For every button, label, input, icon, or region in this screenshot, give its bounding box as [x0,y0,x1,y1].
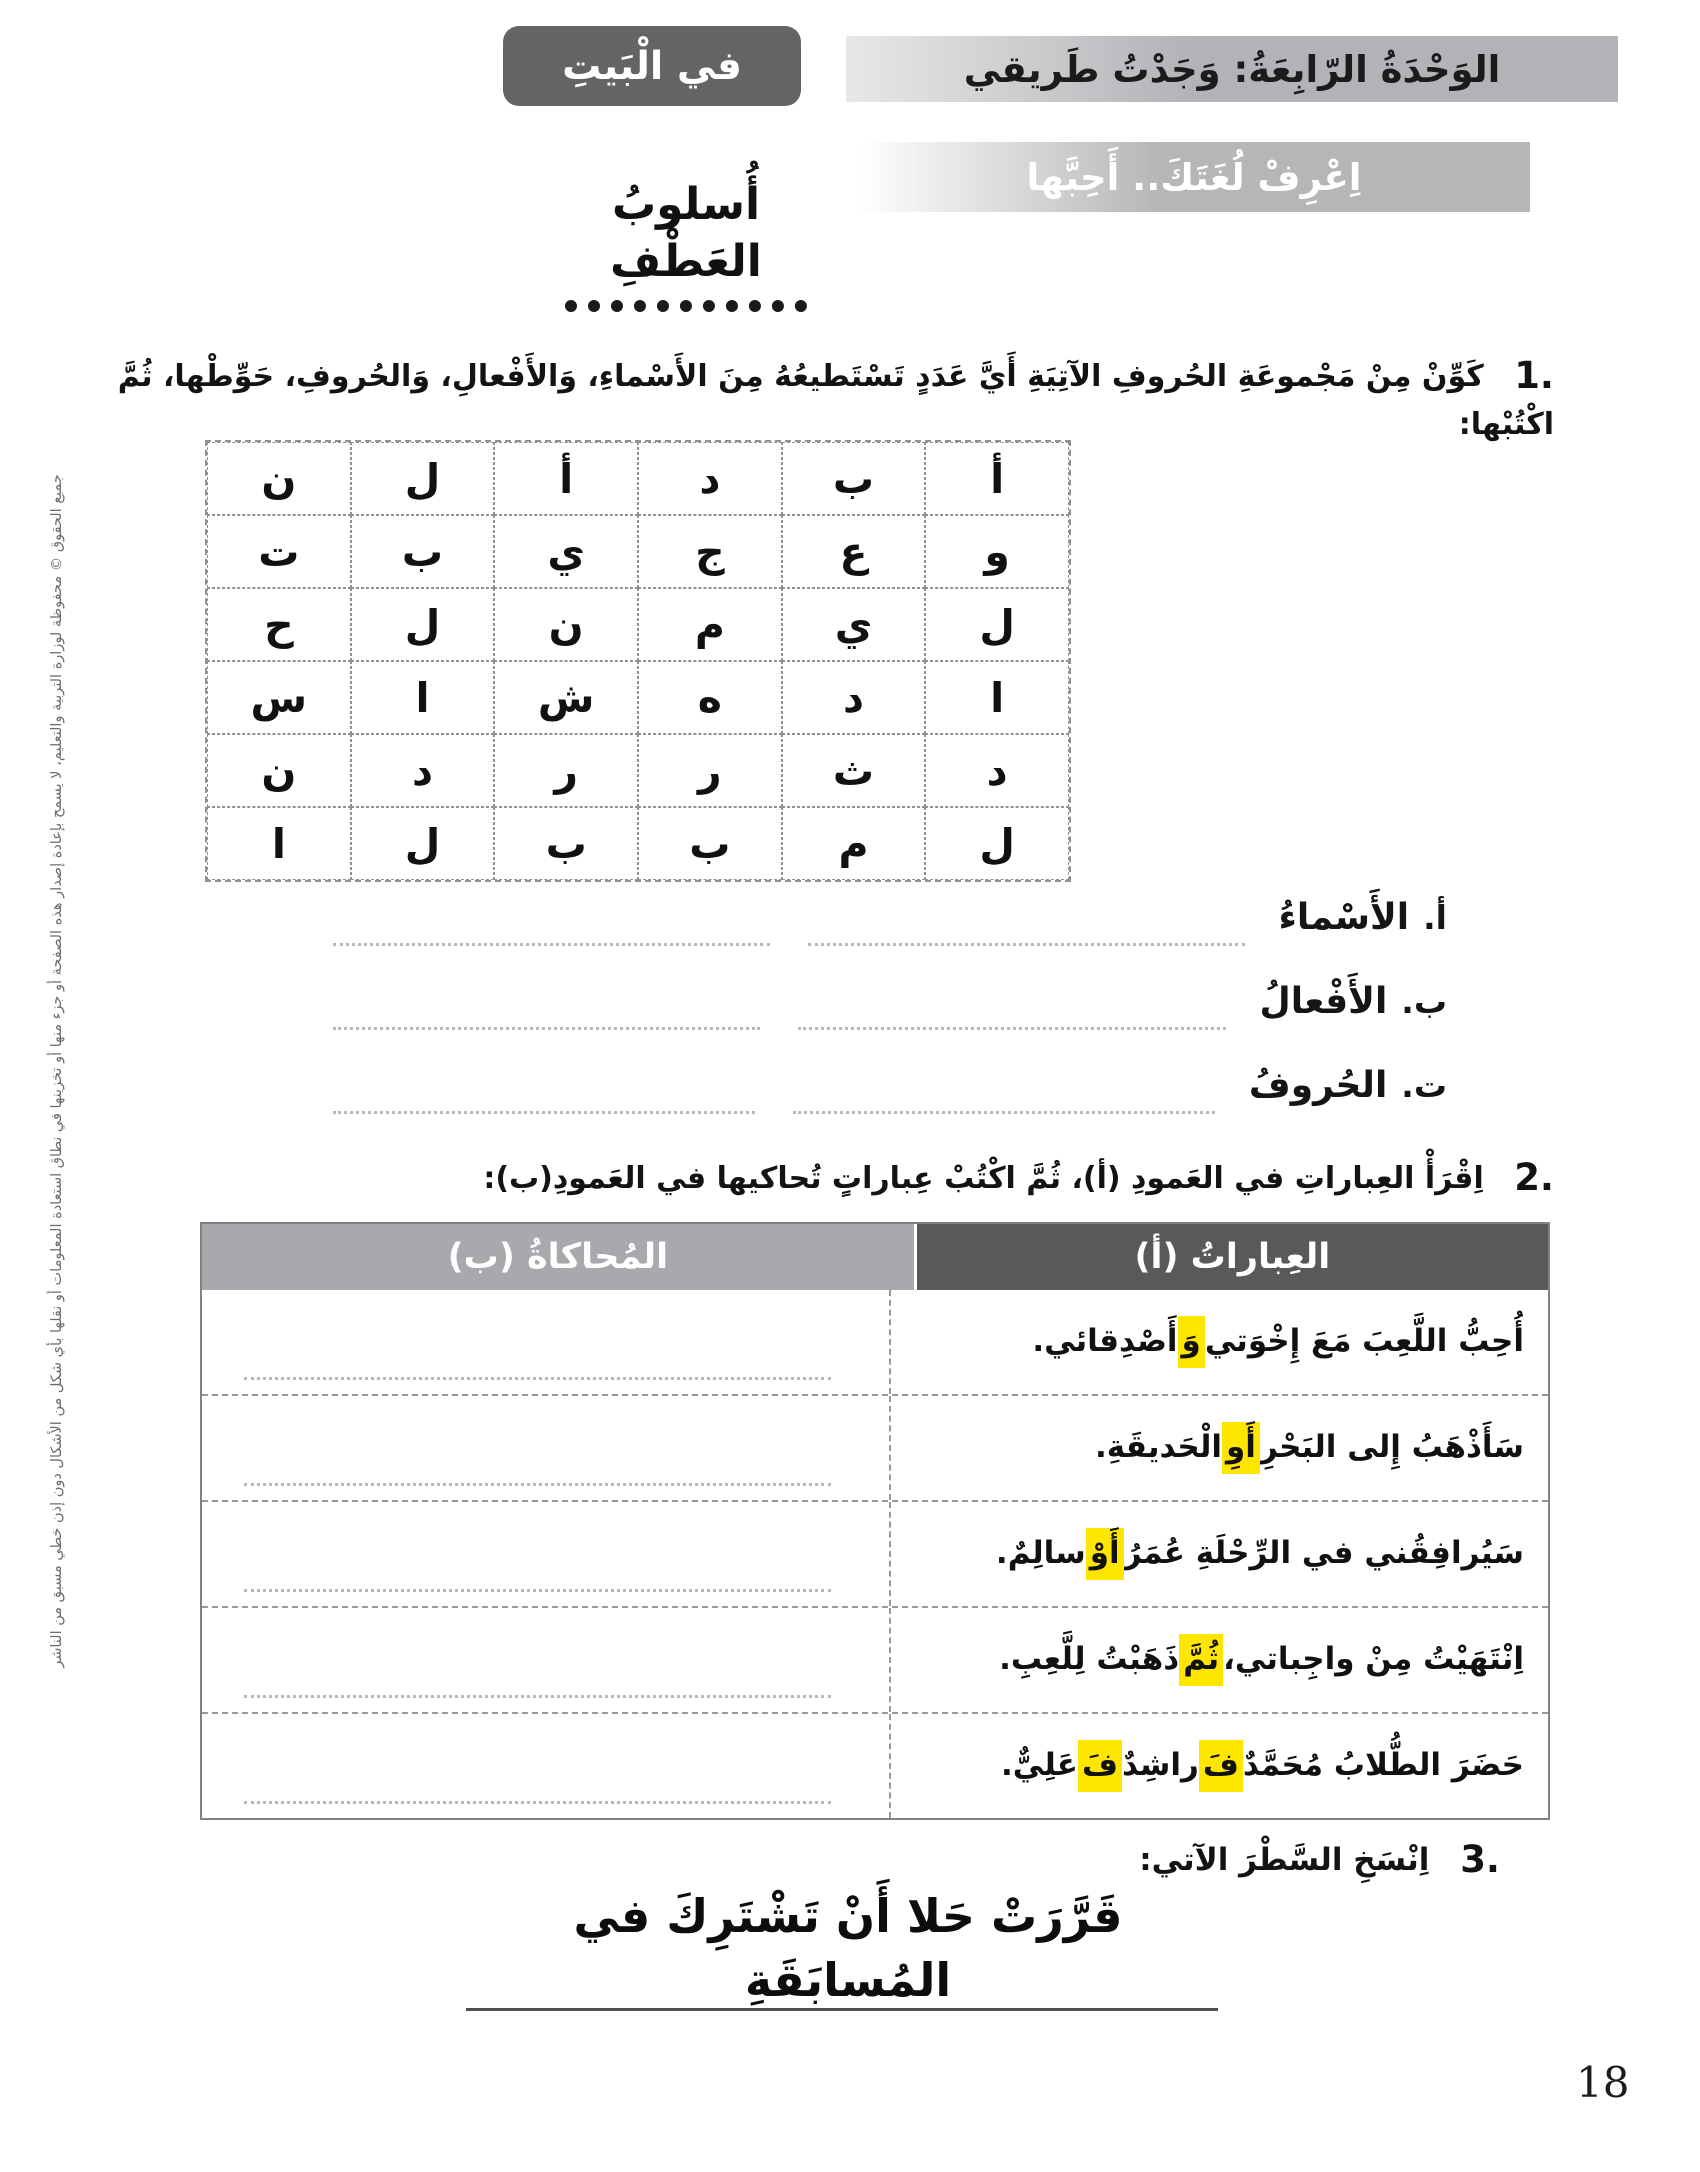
letter-grid [205,440,1071,882]
grid-letter: ن [494,588,638,661]
lesson-title: أُسلوبُ العَطْفِ [610,179,762,288]
section-banner [858,142,1530,212]
grid-letter: ر [638,734,782,807]
grid-letter: ن [207,734,351,807]
table-header [202,1224,1548,1290]
grid-letter: د [351,734,495,807]
phrase-text: سَأَذْهَبُ إِلى البَحْرِ [1259,1429,1524,1466]
grid-letter: ه [638,661,782,734]
mimic-writing-line [244,1801,831,1804]
grid-letter: ث [782,734,926,807]
answer-row [295,1056,1447,1114]
answer-writing-line [333,1013,760,1030]
copyright-note: جميع الحقوق © محفوظة لوزارة التربية والتعليم، لا يسمح بإعادة إصدار هذه الصفحة أو جزء منها أو تخزينها في نطاق استعادة المعلومات أو نقلها بأي شكل من الأشكال دون إذن خطي مسبق من الناشر [49,474,65,1668]
unit-title: الوَحْدَةُ الرّابِعَةُ: وَجَدْتُ طَريقي [963,47,1501,91]
phrase-cell [889,1608,1548,1712]
lesson-title-block [553,176,819,312]
grid-letter: ل [925,807,1069,880]
phrase-text: حَضَرَ الطُّلابُ مُحَمَّدٌ [1242,1747,1524,1784]
grid-letter: ع [782,515,926,588]
table-header-a-label: العِباراتُ (أ) [1134,1237,1331,1277]
exercise2-instruction: اِقْرَأْ العِباراتِ في العَمودِ (أ)، ثُمَّ اكْتُبْ عِباراتٍ تُحاكيها في العَمودِ(ب): [483,1161,1484,1196]
title-underline-dots [565,300,807,312]
grid-letter: ل [925,588,1069,661]
answer-title: الحُروفُ [1248,1064,1388,1106]
table-row [202,1712,1548,1818]
mimic-cell [202,1290,889,1394]
answer-row [295,972,1447,1030]
grid-letter: م [638,588,782,661]
answer-writing-line [798,1013,1225,1030]
copy-writing-line [466,2008,1218,2011]
grid-letter: ي [782,588,926,661]
exercise1-answers [295,888,1447,1140]
table-row [202,1500,1548,1606]
answer-label: ب. [1401,981,1447,1021]
grid-letter: د [782,661,926,734]
conjunction-highlight: أَوِ [1222,1422,1260,1474]
grid-letter: ل [351,442,495,515]
section-title: اِعْرِفْ لُغَتَكَ.. أَحِبَّها [1026,155,1362,199]
answer-writing-line [793,1097,1215,1114]
table-header-a [917,1224,1548,1290]
exercise3-instruction: اِنْسَخِ السَّطْرَ الآتي: [1139,1842,1430,1878]
grid-letter: ب [638,807,782,880]
answer-title: الأَسْماءُ [1278,896,1410,938]
grid-letter: أ [925,442,1069,515]
grid-letter: ا [925,661,1069,734]
grid-letter: ب [782,442,926,515]
grid-letter: أ [494,442,638,515]
mimic-writing-line [244,1377,831,1380]
grid-letter: ش [494,661,638,734]
phrase-cell [889,1502,1548,1606]
table-body [202,1290,1548,1818]
mimic-cell [202,1714,889,1818]
conjunction-highlight: فَ [1199,1740,1243,1792]
phrase-text: ذَهَبْتُ لِلَّعِبِ. [999,1641,1180,1678]
table-header-b-label: المُحاكاةُ (ب) [447,1237,669,1277]
grid-letter: م [782,807,926,880]
mimic-cell [202,1396,889,1500]
location-tab-label: في الْبَيتِ [562,43,742,89]
unit-banner [846,36,1618,102]
phrase-cell [889,1290,1548,1394]
page-number: 18 [1576,2058,1630,2107]
exercise2-heading [90,1148,1554,1204]
location-tab [503,26,801,106]
table-row [202,1290,1548,1394]
phrase-text: سالِمٌ. [995,1535,1086,1572]
answer-writing-line [333,929,770,946]
answer-writing-line [333,1097,755,1114]
mimic-writing-line [244,1483,831,1486]
mimic-writing-line [244,1589,831,1592]
answer-label: أ. [1423,897,1447,937]
grid-letter: ل [351,588,495,661]
mimic-writing-line [244,1695,831,1698]
conjunction-highlight: فَ [1078,1740,1122,1792]
grid-letter: ل [351,807,495,880]
grid-letter: ن [207,442,351,515]
exercise1-instruction: كَوِّنْ مِنْ مَجْموعَةِ الحُروفِ الآتِيَةِ أَيَّ عَدَدٍ تَسْتَطيعُهُ مِنَ الأَسْماءِ، وَالأَفْعالِ، وَالحُروفِ، حَوِّطْها، ثُمَّ اكْتُبْها: [117,359,1554,442]
exercise2-number: 2. [1514,1156,1554,1199]
exercise3-heading [1139,1830,1500,1886]
grid-letter: ر [494,734,638,807]
answer-writing-line [808,929,1245,946]
grid-letter: ب [351,515,495,588]
phrase-text: اِنْتَهَيْتُ مِنْ واجِباتي، [1223,1641,1524,1678]
answer-title: الأَفْعالُ [1259,980,1388,1022]
exercise3-number: 3. [1460,1838,1500,1881]
mimic-cell [202,1608,889,1712]
grid-letter: س [207,661,351,734]
table-row [202,1606,1548,1712]
grid-letter: ا [351,661,495,734]
phrase-text: سَيُرافِقُني في الرِّحْلَةِ عُمَرُ [1123,1535,1524,1572]
conjunction-highlight: وَ [1178,1316,1205,1368]
conjunction-highlight: ثُمَّ [1179,1634,1223,1686]
table-header-b [202,1224,917,1290]
exercise2-table [200,1222,1550,1820]
exercise1-heading [90,346,1554,447]
grid-letter: ح [207,588,351,661]
exercise1-number: 1. [1514,354,1554,397]
phrase-text: الْحَديقَةِ. [1094,1429,1222,1466]
grid-letter: ي [494,515,638,588]
phrase-text: عَلِيٌّ. [1000,1747,1078,1784]
mimic-cell [202,1502,889,1606]
grid-letter: د [925,734,1069,807]
grid-letter: ب [494,807,638,880]
phrase-text: راشِدٌ [1121,1747,1199,1784]
conjunction-highlight: أَوْ [1086,1528,1124,1580]
phrase-cell [889,1396,1548,1500]
grid-letter: د [638,442,782,515]
copy-sentence: قَرَّرَتْ حَلا أَنْ تَشْتَرِكَ في المُسابَقَةِ [573,1889,1123,2008]
grid-letter: ج [638,515,782,588]
phrase-text: أُحِبُّ اللَّعِبَ مَعَ إِخْوَتي [1204,1323,1524,1360]
answer-row [295,888,1447,946]
grid-letter: ا [207,807,351,880]
grid-letter: و [925,515,1069,588]
answer-label: ت. [1401,1065,1447,1105]
table-row [202,1394,1548,1500]
phrase-text: أَصْدِقائي. [1032,1323,1178,1360]
grid-letter: ت [207,515,351,588]
phrase-cell [889,1714,1548,1818]
